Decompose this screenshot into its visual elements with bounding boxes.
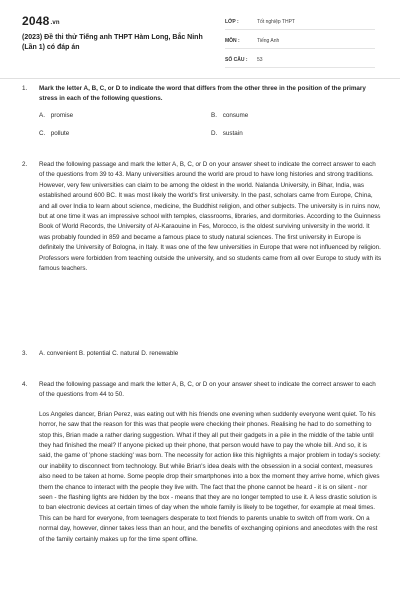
question-number: 4. — [22, 381, 28, 388]
option-letter: A. — [39, 111, 45, 119]
meta-label: SỐ CÂU : — [225, 57, 248, 63]
header-divider — [0, 78, 400, 79]
meta-value: Tốt nghiệp THPT — [257, 19, 295, 25]
option-text: sustain — [222, 130, 243, 138]
option-letter: C. — [39, 130, 46, 138]
question-passage: Los Angeles dancer, Brian Perez, was eating out with his friends one evening when suddenly everyone went quiet. To his horror, he saw that the reason for this was that people were checking their phones. Realising he had to do something to stop this, Brian made a rather daring suggestion. What if they all put their gadgets in a pile in the middle of the table until they had finished the meal? If anyone picked up their phone, that person would have to pay the whole bill. And so, it is said, the game of 'phone stacking' was born. The necessity for action like this highlights a major problem in today's society: our inability to disconnect from technology. But while Brian's idea deals with the obsession in a social context, measures also need to be taken at home. Some people drop their smartphones into a box the moment they arrive home, which gives them the chance to interact with the people they live with. The fact that the phone cannot be heard - it is on silent - nor seen - the flashing lights are hidden by the box - means that they are no longer tempted to use it. A less drastic solution is to ban electronic devices at certain times of day when the whole family is likely to be together, for example at meal times. This can be hard for everyone, from teenagers desperate to text friends to parents unable to switch off from work. On a normal day, however, dinner takes less than an hour, and the benefits of exchanging opinions and anecdotes with the rest of the family certainly makes up for the time spent offline. — [39, 410, 381, 543]
meta-label: MÔN : — [225, 38, 240, 44]
document-title: (2023) Đề thi thử Tiếng anh THPT Hàm Long, Bắc Ninh (Lần 1) có đáp án — [22, 34, 203, 51]
question-intro: Read the following passage and mark the letter A, B, C, or D on your answer sheet to indicate the correct answer to each of the questions from 44 to 50. — [39, 381, 376, 399]
meta-value: 53 — [257, 57, 263, 63]
option-letter: B. — [211, 111, 217, 119]
question-3 — [22, 349, 382, 359]
exam-meta — [225, 15, 375, 72]
question-number: 3. — [22, 350, 28, 357]
question-1 — [22, 84, 382, 140]
question-passage: Read the following passage and mark the letter A, B, C, or D on your answer sheet to indicate the correct answer to each of the questions from 39 to 43. Many universities around the world are proud to have long histories and strong traditions. However, very few universities can claim to be among the oldest in the world. Nalanda University, in Bihar, India, was established around 600 BC. It was most likely the world's first university. In the past, scholars came from Europe, China, and all over India to learn about science, medicine, the Buddhist religion, and other subjects. The university is in ruins now, but at one time it was an impressive school with temples, classrooms, libraries, and dormitories. According to the Guinness Book of World Records, the University of Al-Karaouine in Fes, Morocco, is the oldest surviving university in the world. It was probably founded in 859 and became a famous place to study natural sciences. The first university in Europe is definitely the University of Bologna, in Italy. It was one of the few universities in Europe that were not influenced by religion. Professors were forbidden from teaching outside the university, and so students came from all over Europe to study with its famous teachers. — [39, 161, 382, 273]
question-4 — [22, 380, 382, 545]
option-c[interactable] — [39, 129, 211, 139]
meta-class-row — [225, 15, 375, 30]
option-d[interactable] — [211, 129, 383, 139]
document-header — [0, 0, 400, 80]
question-options-inline: A. convenient B. potential C. natural D. renewable — [39, 350, 179, 357]
meta-subject-row — [225, 34, 375, 49]
option-text: pollute — [50, 130, 70, 138]
option-text: promise — [50, 111, 74, 119]
option-letter: D. — [211, 130, 218, 138]
meta-label: LỚP : — [225, 19, 239, 25]
question-number: 2. — [22, 161, 28, 168]
answer-options — [39, 111, 382, 140]
logo-suffix: .vn — [50, 20, 60, 26]
logo-text: 2048 — [22, 14, 50, 28]
option-text: consume — [222, 111, 249, 119]
option-b[interactable] — [211, 111, 383, 121]
meta-value: Tiếng Anh — [257, 38, 280, 44]
question-2 — [22, 160, 382, 274]
site-logo[interactable] — [22, 14, 60, 28]
option-a[interactable] — [39, 111, 211, 121]
question-number: 1. — [22, 85, 28, 92]
meta-count-row — [225, 53, 375, 68]
question-prompt: Mark the letter A, B, C, or D to indicate the word that differs from the other three in the position of the primary stress in each of the following questions. — [39, 85, 366, 103]
